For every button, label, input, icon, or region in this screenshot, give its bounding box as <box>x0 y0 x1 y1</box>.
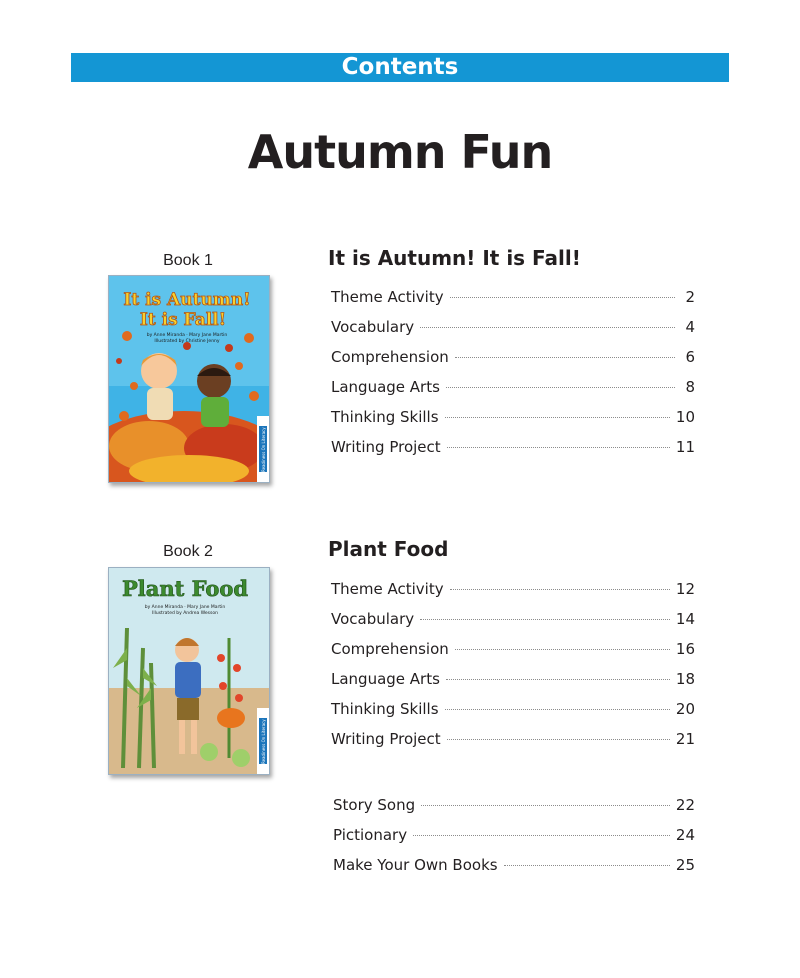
toc-entry-label: Thinking Skills <box>331 700 439 718</box>
book-1-cover-illustrator: Illustrated by Christine Jenny <box>154 339 220 344</box>
toc-entry-page: 12 <box>675 580 695 598</box>
toc-entry[interactable] <box>331 700 695 730</box>
toc-entry-label: Comprehension <box>331 348 449 366</box>
toc-entry-page: 22 <box>675 796 695 814</box>
toc-entry[interactable] <box>333 796 695 826</box>
toc-entry[interactable] <box>331 348 695 378</box>
book-1-cover-title-2: It is Fall! <box>139 310 227 330</box>
dot-leader <box>446 679 670 680</box>
toc-entry-label: Writing Project <box>331 730 441 748</box>
toc-entry-page: 24 <box>675 826 695 844</box>
toc-entry-page: 21 <box>675 730 695 748</box>
book-2-cover-authors: by Anne Miranda · Mary Jane Martin <box>144 605 226 610</box>
book-1-cover-authors: by Anne Miranda · Mary Jane Martin <box>146 333 228 338</box>
toc-entry[interactable] <box>331 610 695 640</box>
toc-entry-label: Comprehension <box>331 640 449 658</box>
book-1-cover <box>108 275 270 483</box>
toc-entry-page: 25 <box>675 856 695 874</box>
toc-entry-label: Thinking Skills <box>331 408 439 426</box>
book-2-cover <box>108 567 270 775</box>
toc-entry-label: Vocabulary <box>331 610 415 628</box>
dot-leader <box>450 589 670 590</box>
dot-leader <box>455 357 675 358</box>
dot-leader <box>455 649 670 650</box>
dot-leader <box>420 619 670 620</box>
dot-leader <box>450 297 675 298</box>
toc-entry[interactable] <box>331 438 695 468</box>
toc-entry-page: 2 <box>685 288 695 306</box>
toc-entry-page: 14 <box>675 610 695 628</box>
toc-entry-label: Writing Project <box>331 438 441 456</box>
dot-leader <box>421 805 670 806</box>
toc-entry-page: 16 <box>675 640 695 658</box>
toc-entry[interactable] <box>331 670 695 700</box>
book-2-cover-title: Plant Food <box>121 576 249 601</box>
dot-leader <box>445 709 670 710</box>
book-2-cover-spine: Readiness On Literacy <box>261 719 266 764</box>
toc-entry-page: 8 <box>685 378 695 396</box>
toc-entry-label: Theme Activity <box>331 288 444 306</box>
book-1-title: It is Autumn! It is Fall! <box>328 246 581 270</box>
dot-leader <box>447 739 670 740</box>
toc-entry-page: 18 <box>675 670 695 688</box>
book-2-toc <box>331 580 695 760</box>
toc-entry-label: Theme Activity <box>331 580 444 598</box>
page-title: Autumn Fun <box>247 125 553 179</box>
toc-entry[interactable] <box>333 856 695 886</box>
book-1-toc <box>331 288 695 468</box>
dot-leader <box>446 387 675 388</box>
toc-entry-page: 20 <box>675 700 695 718</box>
extras-toc <box>333 796 695 886</box>
dot-leader <box>420 327 675 328</box>
toc-entry[interactable] <box>331 288 695 318</box>
toc-entry-label: Language Arts <box>331 670 440 688</box>
toc-entry-page: 6 <box>685 348 695 366</box>
toc-entry-label: Language Arts <box>331 378 440 396</box>
toc-entry-label: Vocabulary <box>331 318 415 336</box>
toc-entry[interactable] <box>331 640 695 670</box>
book-1-cover-spine: Readiness On Literacy <box>261 427 266 472</box>
toc-entry[interactable] <box>331 318 695 348</box>
book-2-title: Plant Food <box>328 537 449 561</box>
book-1-label: Book 1 <box>163 252 213 269</box>
contents-banner: Contents <box>71 53 729 82</box>
book-1-cover-art <box>109 276 269 482</box>
dot-leader <box>445 417 670 418</box>
toc-entry[interactable] <box>331 378 695 408</box>
toc-entry-label: Pictionary <box>333 826 408 844</box>
toc-entry[interactable] <box>331 408 695 438</box>
toc-entry-page: 10 <box>675 408 695 426</box>
book-1-cover-title-1: It is Autumn! <box>123 290 251 310</box>
book-2-cover-art <box>109 568 269 774</box>
toc-entry[interactable] <box>331 580 695 610</box>
toc-entry-label: Story Song <box>333 796 416 814</box>
toc-entry-page: 11 <box>675 438 695 456</box>
toc-entry[interactable] <box>333 826 695 856</box>
toc-entry[interactable] <box>331 730 695 760</box>
toc-entry-label: Make Your Own Books <box>333 856 498 874</box>
book-2-cover-illustrator: Illustrated by Andrea Wesson <box>152 611 218 616</box>
dot-leader <box>504 865 670 866</box>
dot-leader <box>447 447 670 448</box>
book-2-label: Book 2 <box>163 543 213 560</box>
toc-entry-page: 4 <box>685 318 695 336</box>
dot-leader <box>413 835 670 836</box>
